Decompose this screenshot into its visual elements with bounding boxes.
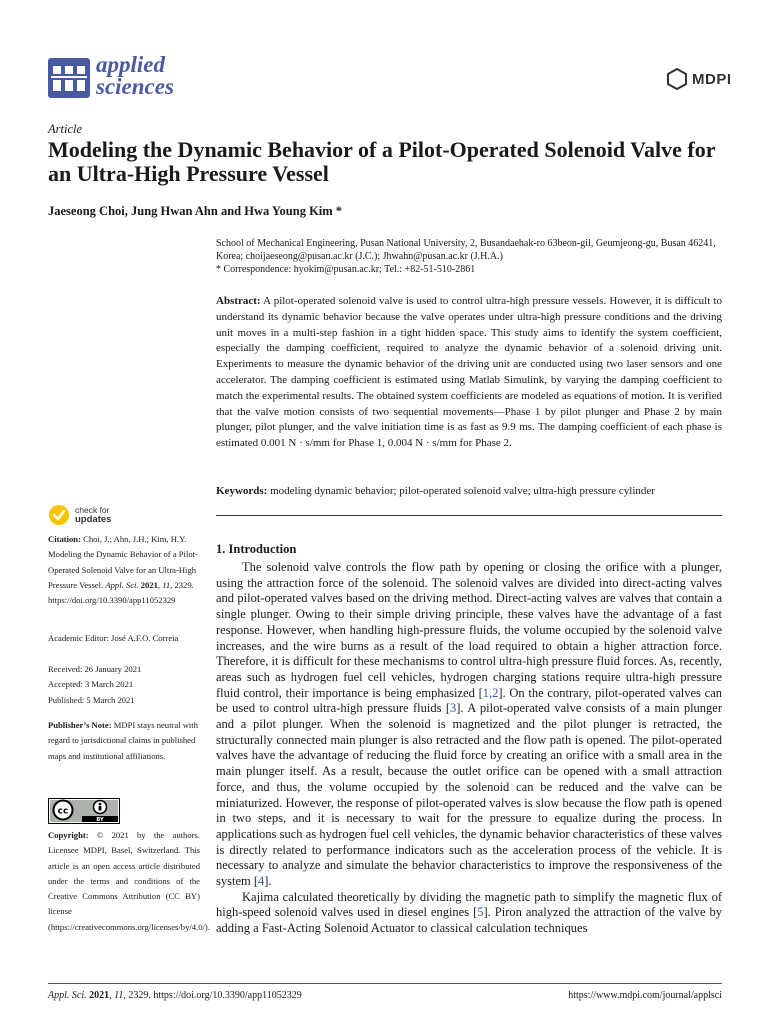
- footer-citation: [48, 990, 302, 1001]
- received-date: Received: 26 January 2021: [48, 664, 142, 674]
- copyright-text: © 2021 by the authors. Licensee MDPI, Basel, Switzerland. This article is an open access article distributed under the terms and conditions of the Creative Commons Attribution (CC BY) license (https://creativecommons.org/licenses/by/4.0/).: [48, 830, 210, 932]
- text-run: The solenoid valve controls the flow path by opening or closing the orifice with a plunger, using the attraction force of the solenoid. The solenoid valves are divided into direct-acting valves and pilot-operated valves based on the driving method. Direct-acting valves are valves that contain a single plunger. Owing to their simple driving principle, these valves have the advantage of a fast response. However, when handling high-pressure fluids, the volume occupied by the solenoid valve increases, and the wire burns as a result of the load required to obtain a higher attraction force. Therefore, it is difficult for these mechanisms to control ultra-high pressure fluid forces. As, recently, areas such as hydrogen fuel cell vehicles, hydrogen charging stations require ultra-high pressure fluid control, their importance is being emphasized [: [216, 560, 722, 700]
- publisher-hexagon-icon: [666, 68, 688, 90]
- publisher-name: MDPI: [692, 70, 732, 88]
- publisher-logo: [666, 66, 732, 92]
- citation-label: Citation:: [48, 534, 81, 544]
- check-updates-line2: updates: [75, 514, 112, 525]
- citation-text: Choi, J.; Ahn, J.H.; Kim, H.Y. Modeling the Dynamic Behavior of a Pilot-Operated Solenoid Valve for an Ultra-High Pressure Vessel.: [48, 534, 198, 590]
- citation-link[interactable]: 4: [258, 874, 265, 889]
- section-heading-introduction: 1. Introduction: [216, 542, 297, 556]
- citation-doi[interactable]: , 2329. https://doi.org/10.3390/app11052329: [48, 579, 194, 606]
- footer-year: 2021: [86, 990, 110, 1001]
- text-run: ]. A pilot-operated valve consists of a main plunger and a pilot plunger. When the solenoid is magnetized and the pilot plunger is retracted, the structurally connected main plunger is also retracted and the flow path is opened. The pilot-operated valves have the advantage of reducing the fluid force by creating an orifice with a small area in the main plunger itself. As a result, because the outlet orifice can be opened with a small attraction force, and thus, the volume occupied by the solenoid can be reduced and the valve can be miniaturized. However, the response of pilot-operated valves is slow because the flow path is opened in two steps, and it is necessary to wait for the pressure to equalize during the process. In applications such as hydrogen fuel cell vehicles, the dynamic behavior characteristics of these valves is directly related to performance indicators such as the acceleration process of the vehicle. It is necessary to analyze and simulate the behavior characteristics to improve the responsiveness of the system [: [216, 701, 723, 889]
- keywords-label: Keywords:: [216, 485, 268, 497]
- citation-link[interactable]: 3: [449, 701, 457, 716]
- text-run: ].: [264, 874, 272, 889]
- keywords-text: modeling dynamic behavior; pilot-operated solenoid valve; ultra-high pressure cylinder: [267, 485, 655, 497]
- academic-editor: Academic Editor: José A.F.O. Correia: [48, 633, 179, 643]
- citation-volume: , 11: [157, 579, 171, 590]
- citation-journal: Appl. Sci.: [105, 579, 139, 590]
- publishers-note: [48, 718, 200, 764]
- abstract-label: Abstract:: [216, 295, 261, 307]
- introduction-body: [216, 560, 722, 937]
- article-dates: [48, 662, 200, 708]
- check-updates-line1: check for: [75, 505, 110, 515]
- copyright-label: Copyright:: [48, 830, 89, 840]
- footer-journal: Appl. Sci.: [48, 990, 87, 1001]
- svg-text:cc: cc: [57, 806, 69, 817]
- footer-journal-url[interactable]: https://www.mdpi.com/journal/applsci: [568, 990, 722, 1001]
- abstract: [216, 294, 722, 452]
- abstract-text: A pilot-operated solenoid valve is used to control ultra-high pressure vessels. However, it is difficult to understand its dynamic behavior because the valve operates under ultra-high pressure conditions and the driving unit moves in a multi-step fashion in a tight hidden space. This study aims to identify the system coefficient, especially the damping coefficient, required to analyze the dynamic behavior of a solenoid driving unit. Experiments to measure the dynamic behavior of the driving unit are conducted using two laser sensors and one accelerator. The damping coefficient is estimated using Matlab Simulink, by varying the damping coefficient to match the experimental results. The obtained system coefficients are modeled as equations of motion. It is verified that the valve motion consists of two sequential movements—Phase 1 by pilot plunger and Phase 2 by main plunger, pilot plunger, and the valve initiation time is as fast as 9.9 ms. The damping coefficient of each phase is estimated 0.001 N · s/mm for Phase 1, 0.004 N · s/mm for Phase 2.: [216, 295, 722, 450]
- footer-rule: [48, 983, 722, 984]
- check-for-updates-button[interactable]: [48, 502, 188, 528]
- citation-link[interactable]: 5: [477, 905, 484, 920]
- published-date: Published: 5 March 2021: [48, 694, 135, 705]
- footer-volume: , 11: [109, 990, 124, 1001]
- publishers-note-label: Publisher’s Note:: [48, 720, 112, 730]
- cc-by-license-icon[interactable]: [48, 798, 120, 824]
- correspondence: * Correspondence: hyokim@pusan.ac.kr; Tel.: +82-51-510-2861: [216, 264, 476, 275]
- citation: [48, 532, 200, 608]
- publishers-note-text: MDPI stays neutral with regard to jurisdictional claims in published maps and institutional affiliations.: [48, 720, 198, 761]
- article-title: Modeling the Dynamic Behavior of a Pilot-Operated Solenoid Valve for an Ultra-High Pressure Vessel: [48, 137, 716, 186]
- copyright: [48, 828, 210, 935]
- citation-link[interactable]: 1,2: [482, 685, 499, 700]
- affiliation-text: School of Mechanical Engineering, Pusan National University, 2, Busandaehak-ro 63beon-gil, Geumjeong-gu, Busan 46241, Korea; choijaeseong@pusan.ac.kr (J.C.); Jhwahn@pusan.ac.kr (J.H.A.): [216, 238, 716, 262]
- journal-name-line2: sciences: [96, 74, 174, 99]
- text-run: Kajima calculated theoretically by dividing the magnetic path to simplify the magnetic flux of high-speed solenoid valves used in diesel engines [: [216, 889, 722, 920]
- paragraph: [216, 890, 722, 937]
- citation-year: 2021: [138, 579, 158, 590]
- accepted-date: Accepted: 3 March 2021: [48, 679, 134, 690]
- article-type: Article: [48, 122, 83, 136]
- text-run: ]. Piron analyzed the attraction of the valve by adding a Fast-Acting Solenoid Actuator to classical calculation techniques: [216, 905, 723, 936]
- check-updates-icon: [48, 504, 70, 526]
- section-divider: [216, 515, 722, 516]
- paragraph: [216, 560, 722, 890]
- journal-name-line1: applied: [96, 52, 165, 77]
- cc-by-label: BY: [96, 817, 104, 823]
- keywords: [216, 484, 722, 499]
- authors: Jaeseong Choi, Jung Hwan Ahn and Hwa Young Kim *: [48, 204, 343, 218]
- affiliation: [216, 237, 722, 276]
- text-run: ]. On the contrary, pilot-operated valves can be used to control ultra-high pressure fluids [: [216, 685, 723, 716]
- journal-logo-icon: [48, 58, 90, 98]
- journal-name: [96, 54, 174, 98]
- footer-doi[interactable]: , 2329. https://doi.org/10.3390/app11052329: [123, 990, 302, 1001]
